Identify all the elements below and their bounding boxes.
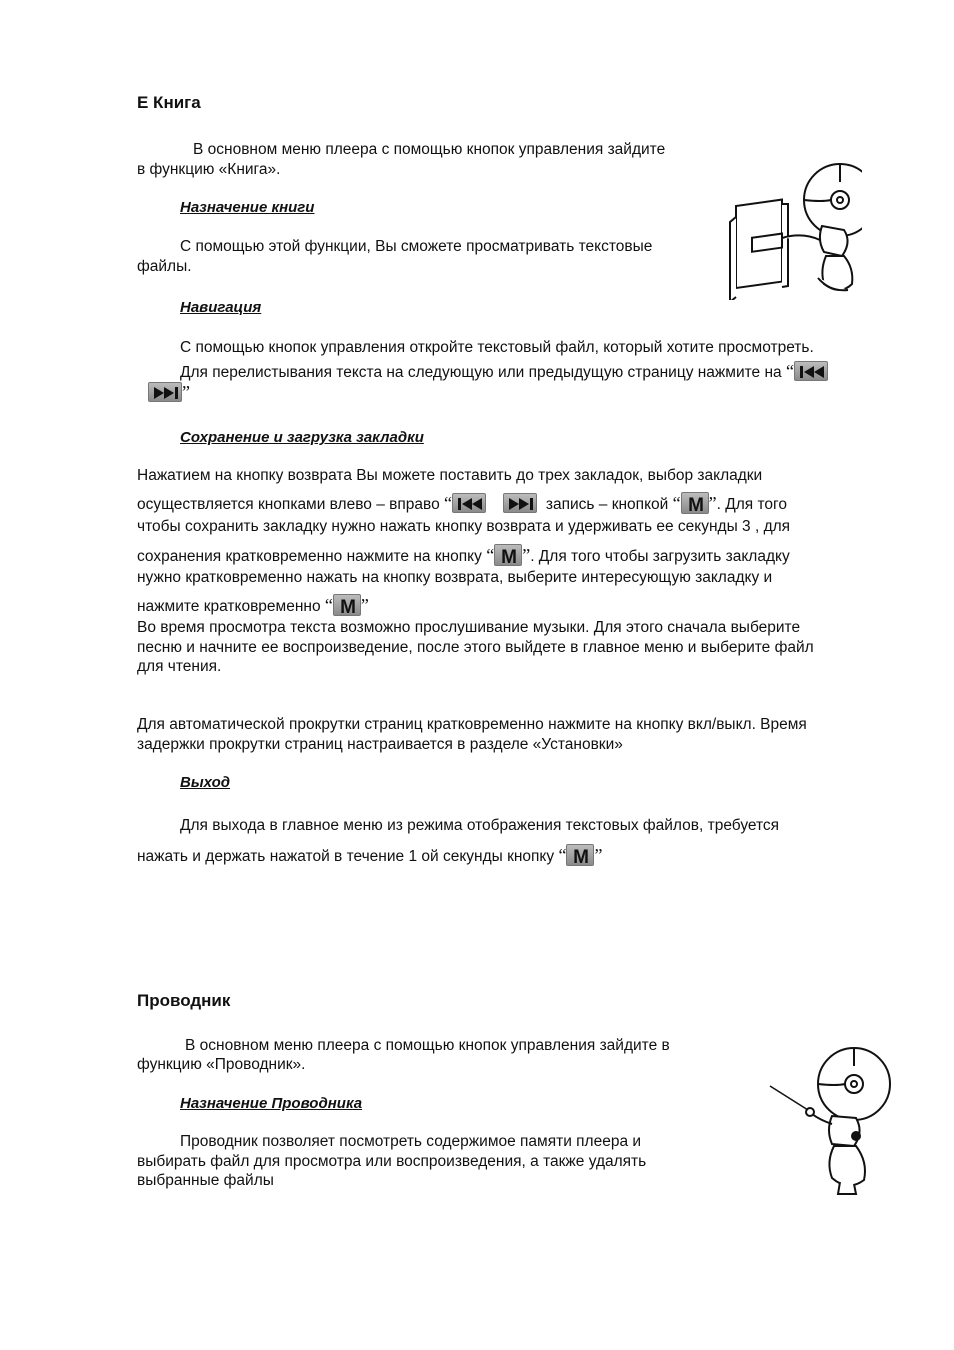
menu-m-icon xyxy=(333,594,361,616)
bookmark-line6: нажмите кратковременно “ M ” xyxy=(137,595,369,617)
book-intro-line2: в функцию «Книга». xyxy=(137,161,281,178)
robot-reading-book-illustration xyxy=(722,160,862,300)
svg-text:M: M xyxy=(687,495,704,515)
exit-heading: Выход xyxy=(180,774,231,791)
svg-text:M: M xyxy=(339,597,356,617)
navigation-heading: Навигация xyxy=(180,299,262,316)
explorer-desc-line2: выбирать файл для просмотра или воспроизведения, а также удалять xyxy=(137,1153,647,1170)
navigation-line3: ” xyxy=(148,382,190,404)
music-line2: песню и начните ее воспроизведение, после этого выйдете в главное меню и выберите файл xyxy=(137,639,814,656)
explorer-desc-line3: выбранные файлы xyxy=(137,1172,274,1189)
explorer-intro-line1: В основном меню плеера с помощью кнопок управления зайдите в xyxy=(185,1037,670,1054)
exit-line1: Для выхода в главное меню из режима отображения текстовых файлов, требуется xyxy=(180,817,780,834)
explorer-desc-line1: Проводник позволяет посмотреть содержимое памяти плеера и xyxy=(180,1133,642,1150)
next-track-icon xyxy=(503,493,537,513)
navigation-line2: Для перелистывания текста на следующую или предыдущую страницу нажмите на “ xyxy=(180,361,828,383)
exit-line2: нажать и держать нажатой в течение 1 ой секунды кнопку “ M ” xyxy=(137,845,603,867)
book-purpose-line1: С помощью этой функции, Вы сможете просматривать текстовые xyxy=(180,238,653,255)
explorer-title: Проводник xyxy=(137,991,231,1010)
menu-m-icon xyxy=(494,544,522,566)
menu-m-icon xyxy=(566,844,594,866)
bookmark-line3: чтобы сохранить закладку нужно нажать кнопку возврата и удерживать ее секунды 3 , для xyxy=(137,518,791,535)
robot-pointer-illustration xyxy=(766,1044,896,1196)
bookmark-line5: нужно кратковременно нажать на кнопку возврата, выберите интересующую закладку и xyxy=(137,569,773,586)
explorer-intro-line2: функцию «Проводник». xyxy=(137,1056,306,1073)
book-title: Е Книга xyxy=(137,93,201,112)
explorer-purpose-heading: Назначение Проводника xyxy=(180,1095,363,1112)
bookmark-line4: сохранения кратковременно нажмите на кнопку “ M ”. Для того чтобы загрузить закладку xyxy=(137,545,790,567)
prev-track-icon xyxy=(452,493,486,513)
next-track-icon xyxy=(148,382,182,402)
book-intro-line1: В основном меню плеера с помощью кнопок управления зайдите xyxy=(193,141,666,158)
book-purpose-heading: Назначение книги xyxy=(180,199,315,216)
music-line1: Во время просмотра текста возможно прослушивание музыки. Для этого сначала выберите xyxy=(137,619,801,636)
navigation-line1: С помощью кнопок управления откройте текстовый файл, который хотите просмотреть. xyxy=(180,339,814,356)
autoscroll-line2: задержки прокрутки страниц настраивается в разделе «Установки» xyxy=(137,736,623,753)
bookmark-line1: Нажатием на кнопку возврата Вы можете поставить до трех закладок, выбор закладки xyxy=(137,467,763,484)
autoscroll-line1: Для автоматической прокрутки страниц кратковременно нажмите на кнопку вкл/выкл. Время xyxy=(137,716,807,733)
menu-m-icon xyxy=(681,492,709,514)
prev-track-icon xyxy=(794,361,828,381)
bookmark-heading: Сохранение и загрузка закладки xyxy=(180,429,424,446)
bookmark-line2: осуществляется кнопками влево – вправо “ запись – кнопкой “ M ”. Для того xyxy=(137,493,787,515)
svg-text:M: M xyxy=(501,547,518,567)
svg-text:M: M xyxy=(573,847,590,867)
music-line3: для чтения. xyxy=(137,658,222,675)
book-purpose-line2: файлы. xyxy=(137,258,192,275)
